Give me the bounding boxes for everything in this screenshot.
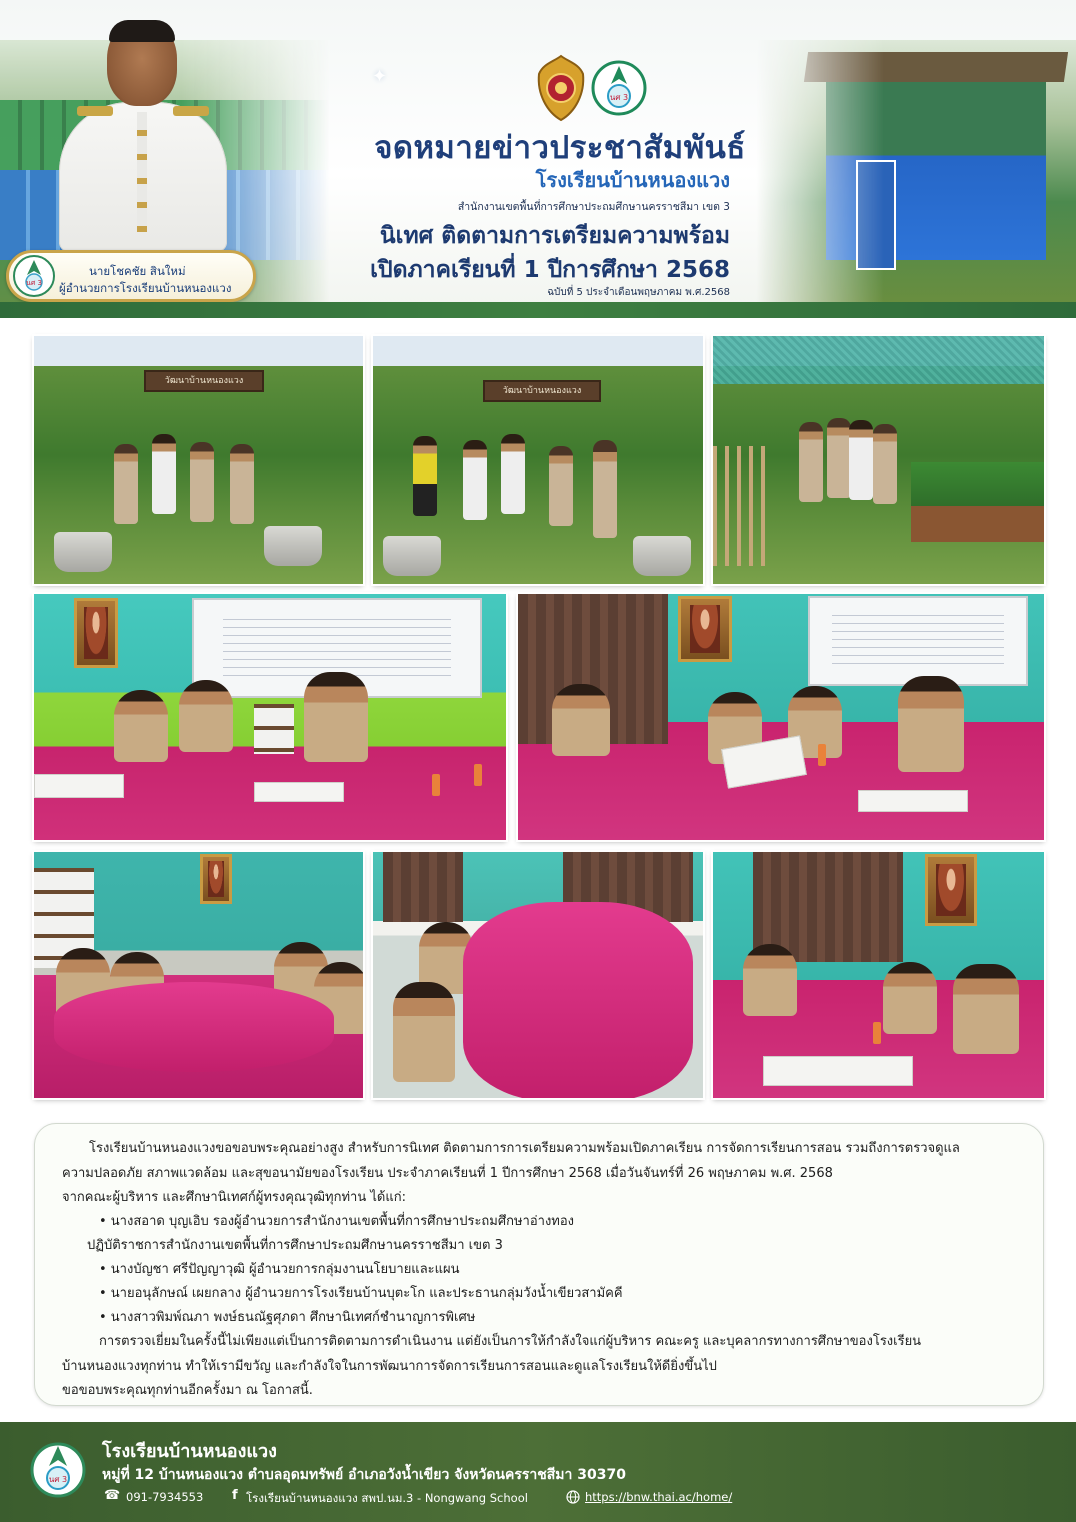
- svg-text:นศ 3: นศ 3: [48, 1475, 68, 1484]
- facebook-icon: f: [232, 1488, 238, 1503]
- sparkle-icon: ✦: [372, 66, 388, 87]
- newsletter-body: [34, 1123, 1044, 1406]
- svg-text:นศ 3: นศ 3: [609, 93, 629, 102]
- school-logo-icon: [591, 58, 647, 118]
- newsletter-title: จดหมายข่าวประชาสัมพันธ์: [374, 130, 746, 166]
- body-line: • นางสาวพิมพ์ณภา พงษ์ธนณัฐศุภดา ศึกษานิเทศก์ชำนาญการพิเศษ: [99, 1310, 476, 1325]
- photo-garden-1: วัฒนาบ้านหนองแวง: [34, 336, 363, 584]
- globe-icon: [566, 1490, 580, 1504]
- issue-number: ฉบับที่ 5 ประจำเดือนพฤษภาคม พ.ศ.2568: [547, 287, 730, 298]
- body-line: ปฏิบัติราชการสำนักงานเขตพื้นที่การศึกษาประถมศึกษานครราชสีมา เขต 3: [87, 1238, 503, 1253]
- body-line: • นางสอาด บุญเอิบ รองผู้อำนวยการสำนักงานเขตพื้นที่การศึกษาประถมศึกษาอ่างทอง: [99, 1214, 575, 1229]
- photo-meeting-1: [34, 594, 506, 840]
- body-line: การตรวจเยี่ยมในครั้งนี้ไม่เพียงแต่เป็นการติดตามการดำเนินงาน แต่ยังเป็นการให้กำลังใจแก่ผู้บริหาร คณะครู และบุคลากรทางการศึกษาของโรงเรียน: [99, 1334, 922, 1349]
- footer-school-name: โรงเรียนบ้านหนองแวง: [102, 1441, 277, 1462]
- body-line: โรงเรียนบ้านหนองแวงขอขอบพระคุณอย่างสูง สำหรับการนิเทศ ติดตามการการเตรียมความพร้อมเปิดภาคเรียน การจัดการเรียนการสอน รวมถึงการตรวจดูแล: [89, 1141, 960, 1156]
- body-line: • นางบัญชา ศรีปัญญาวุฒิ ผู้อำนวยการกลุ่มงานนโยบายและแผน: [99, 1262, 460, 1277]
- office-name: สำนักงานเขตพื้นที่การศึกษาประถมศึกษานครราชสีมา เขต 3: [457, 201, 730, 213]
- body-line: • นายอนุลักษณ์ เผยกลาง ผู้อำนวยการโรงเรียนบ้านบุตะโก และประธานกลุ่มวังน้ำเขียวสามัคคี: [99, 1286, 623, 1301]
- photo-meeting-3: [34, 852, 363, 1098]
- school-building-photo-right: [756, 40, 1076, 310]
- photo-meeting-2: [518, 594, 1044, 840]
- school-name: โรงเรียนบ้านหนองแวง: [535, 168, 730, 192]
- footer-phone[interactable]: 091-7934553: [126, 1490, 204, 1504]
- newsletter-footer: [0, 1422, 1076, 1522]
- header-divider: [0, 302, 1076, 318]
- photo-meeting-4: [373, 852, 703, 1098]
- school-seal-icon: [13, 255, 55, 297]
- photo-garden-2: วัฒนาบ้านหนองแวง: [373, 336, 703, 584]
- phone-icon: ☎: [104, 1488, 121, 1503]
- body-line: จากคณะผู้บริหาร และศึกษานิเทศก์ผู้ทรงคุณวุฒิทุกท่าน ได้แก่:: [62, 1190, 406, 1205]
- director-name-plate: [6, 250, 256, 302]
- footer-address: หมู่ที่ 12 บ้านหนองแวง ตำบลอุดมทรัพย์ อำเภอวังน้ำเขียว จังหวัดนครราชสีมา 30370: [102, 1467, 626, 1483]
- school-seal-icon: [30, 1436, 86, 1504]
- body-line: ความปลอดภัย สภาพแวดล้อม และสุขอนามัยของโรงเรียน ประจำภาคเรียนที่ 1 ปีการศึกษา 2568 เมื่อวันจันทร์ที่ 26 พฤษภาคม พ.ศ. 2568: [62, 1166, 833, 1181]
- photo-meeting-5: [713, 852, 1044, 1098]
- obec-emblem-icon: [535, 54, 587, 122]
- director-title: ผู้อำนวยการโรงเรียนบ้านหนองแวง: [59, 281, 232, 295]
- director-portrait: [55, 20, 230, 252]
- newsletter-header: [0, 0, 1076, 318]
- footer-facebook[interactable]: โรงเรียนบ้านหนองแวง สพป.นม.3 - Nongwang School: [246, 1491, 528, 1505]
- svg-text:นศ 3: นศ 3: [26, 279, 42, 287]
- photo-garden-3: [713, 336, 1044, 584]
- logo-group: [535, 54, 645, 122]
- footer-website-link[interactable]: https://bnw.thai.ac/home/: [585, 1490, 733, 1504]
- event-title-line2: เปิดภาคเรียนที่ 1 ปีการศึกษา 2568: [370, 257, 730, 283]
- body-line: บ้านหนองแวงทุกท่าน ทำให้เรามีขวัญ และกำลังใจในการพัฒนาการจัดการเรียนการสอนและดูแลโรงเรียนให้ดียิ่งขึ้นไป: [62, 1359, 717, 1374]
- director-name: นายโชคชัย สินใหม่: [89, 264, 186, 278]
- event-title-line1: นิเทศ ติดตามการเตรียมความพร้อม: [379, 223, 730, 249]
- body-line: ขอขอบพระคุณทุกท่านอีกครั้งมา ณ โอกาสนี้.: [62, 1383, 313, 1398]
